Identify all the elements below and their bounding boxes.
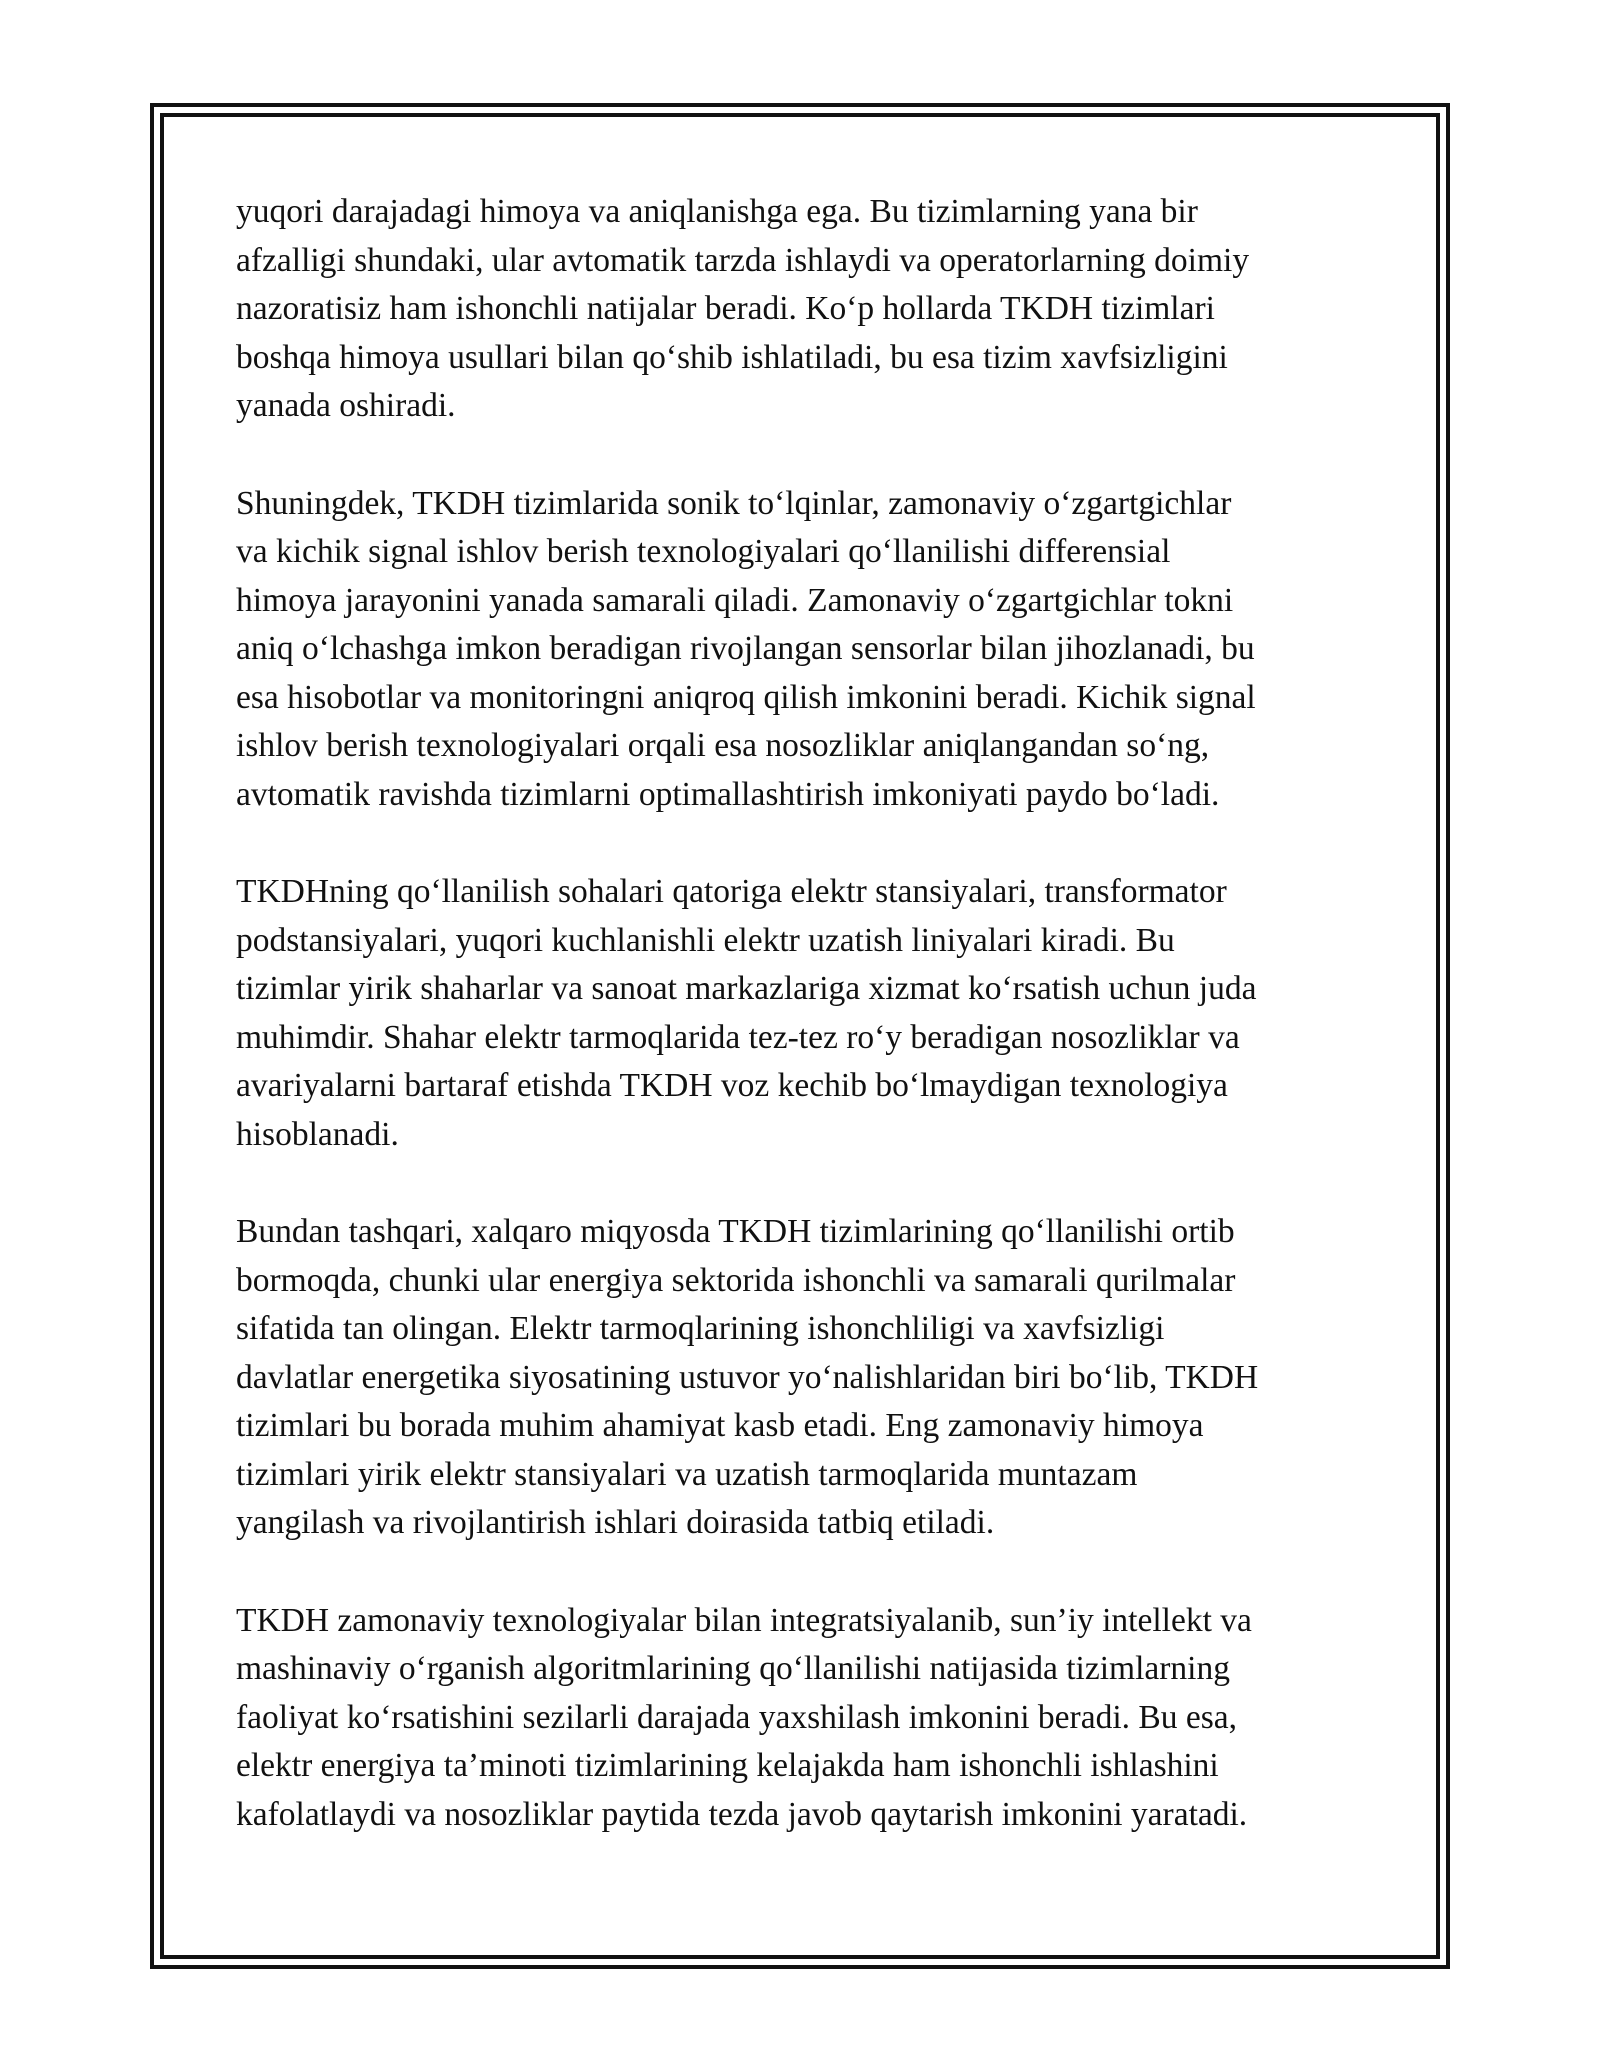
- paragraph-5: TKDH zamonaviy texnologiyalar bilan integratsiyalanib, sun’iy intellekt va mashinaviy o‘rganish algoritmlarining qo‘llanilishi natijasida tizimlarning faoliyat ko‘rsatishini sezilarli darajada yaxshilash imkonini beradi. Bu esa, elektr energiya ta’minoti tizimlarining kelajakda ham ishonchli ishlashini kafolatlaydi va nosozliklar paytida tezda javob qaytarish imkonini yaratadi.: [236, 1601, 1252, 1833]
- document-body: [236, 188, 1370, 1888]
- paragraph-1: yuqori darajadagi himoya va aniqlanishga ega. Bu tizimlarning yana bir afzalligi shundaki, ular avtomatik tarzda ishlaydi va operatorlarning doimiy nazoratisiz ham ishonchli natijalar beradi. Ko‘p hollarda TKDH tizimlari boshqa himoya usullari bilan qo‘shib ishlatiladi, bu esa tizim xavfsizligini yanada oshiradi.: [236, 193, 1250, 424]
- paragraph-3: TKDHning qo‘llanilish sohalari qatoriga elektr stansiyalari, transformator podstansiyalari, yuqori kuchlanishli elektr uzatish liniyalari kiradi. Bu tizimlar yirik shaharlar va sanoat markazlariga xizmat ko‘rsatish uchun juda muhimdir. Shahar elektr tarmoqlarida tez-tez ro‘y beradigan nosozliklar va avariyalarni bartaraf etishda TKDH voz kechib bo‘lmaydigan texnologiya hisoblanadi.: [236, 873, 1257, 1153]
- paragraph-2: Shuningdek, TKDH tizimlarida sonik to‘lqinlar, zamonaviy o‘zgartgichlar va kichik signal ishlov berish texnologiyalari qo‘llanilishi differensial himoya jarayonini yanada samarali qiladi. Zamonaviy o‘zgartgichlar tokni aniq o‘lchashga imkon beradigan rivojlangan sensorlar bilan jihozlanadi, bu esa hisobotlar va monitoringni aniqroq qilish imkonini beradi. Kichik signal ishlov berish texnologiyalari orqali esa nosozliklar aniqlangandan so‘ng, avtomatik ravishda tizimlarni optimallashtirish imkoniyati paydo bo‘ladi.: [236, 484, 1256, 813]
- paragraph-4: Bundan tashqari, xalqaro miqyosda TKDH tizimlarining qo‘llanilishi ortib bormoqda, chunki ular energiya sektorida ishonchli va samarali qurilmalar sifatida tan olingan. Elektr tarmoqlarining ishonchliligi va xavfsizligi davlatlar energetika siyosatining ustuvor yo‘nalishlaridan biri bo‘lib, TKDH tizimlari bu borada muhim ahamiyat kasb etadi. Eng zamonaviy himoya tizimlari yirik elektr stansiyalari va uzatish tarmoqlarida muntazam yangilash va rivojlantirish ishlari doirasida tatbiq etiladi.: [236, 1213, 1259, 1541]
